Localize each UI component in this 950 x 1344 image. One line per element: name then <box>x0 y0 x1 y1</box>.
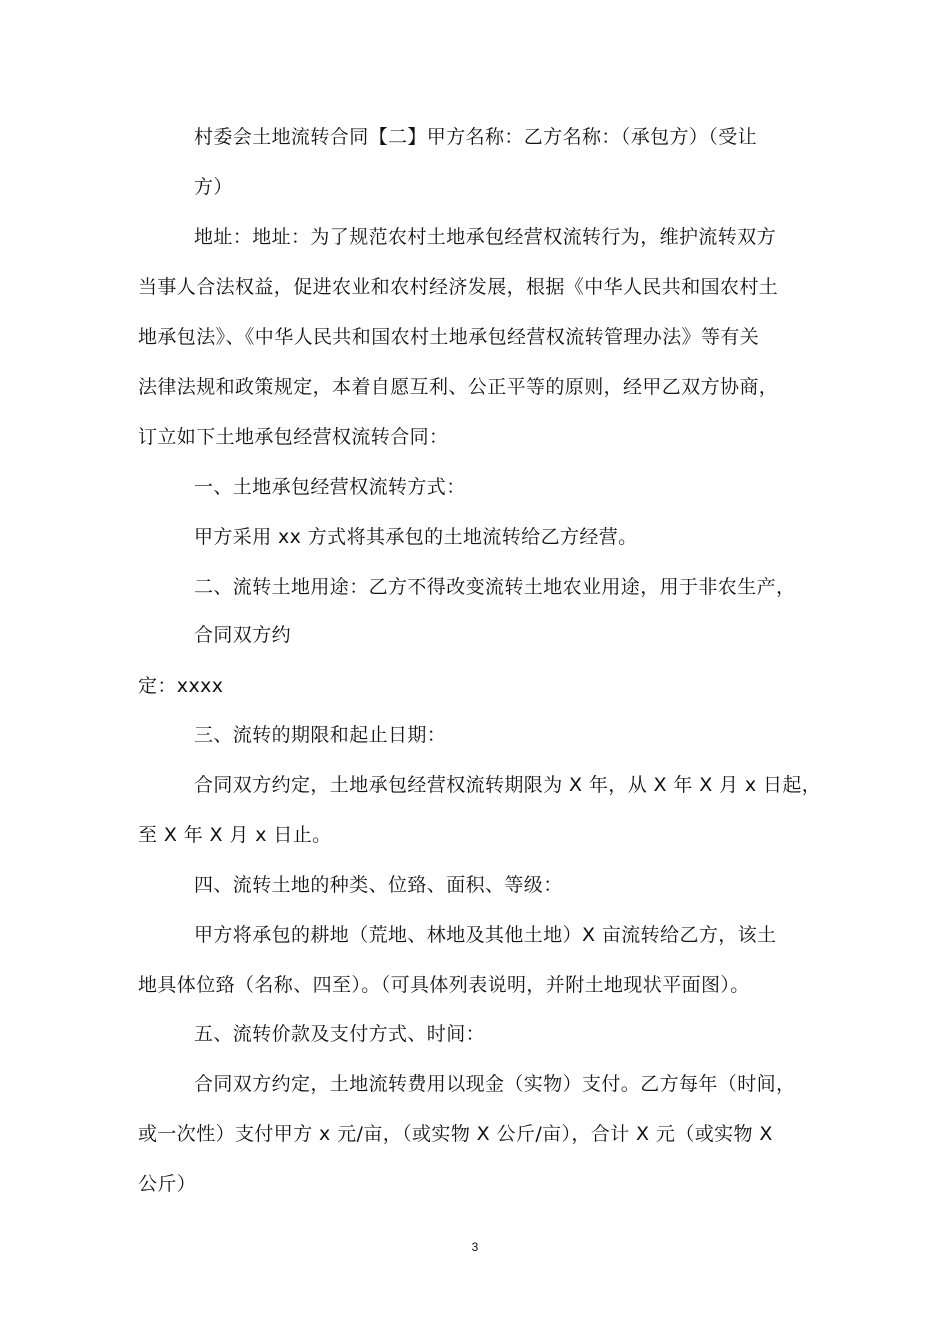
text-line: 地承包法》、《中华人民共和国农村土地承包经营权流转管理办法》等有关 <box>138 326 760 348</box>
text-line: 地址：地址：为了规范农村土地承包经营权流转行为，维护流转双方 <box>194 226 777 248</box>
section-heading: 三、流转的期限和起止日期： <box>194 724 447 746</box>
page-number: 3 <box>471 1240 479 1254</box>
text-line: 法律法规和政策规定，本着自愿互利、公正平等的原则，经甲乙双方协商， <box>138 376 779 398</box>
section-heading: 四、流转土地的种类、位臵、面积、等级： <box>194 874 563 896</box>
text-line: 甲方采用 xx 方式将其承包的土地流转给乙方经营。 <box>194 526 638 548</box>
section-heading: 五、流转价款及支付方式、时间： <box>194 1023 486 1045</box>
text-line: 当事人合法权益，促进农业和农村经济发展，根据《中华人民共和国农村土 <box>138 276 779 298</box>
text-line: 公斤） <box>138 1173 197 1195</box>
text-line: 村委会土地流转合同【二】甲方名称：乙方名称：（承包方）（受让 <box>194 126 758 148</box>
text-line: 合同双方约 <box>194 624 292 646</box>
section-heading: 一、土地承包经营权流转方式： <box>194 476 466 498</box>
text-line: 方） <box>194 176 233 198</box>
section-heading: 二、流转土地用途：乙方不得改变流转土地农业用途，用于非农生产， <box>194 576 796 598</box>
text-line: 定：xxxx <box>138 675 224 697</box>
text-line: 合同双方约定，土地承包经营权流转期限为 X 年，从 X 年 X 月 x 日起， <box>194 774 822 796</box>
text-line: 或一次性）支付甲方 x 元/亩，（或实物 X 公斤/亩），合计 X 元（或实物 X <box>138 1123 773 1145</box>
text-line: 地具体位臵（名称、四至）。（可具体列表说明，并附土地现状平面图）。 <box>138 974 750 996</box>
text-line: 合同双方约定，土地流转费用以现金（实物）支付。乙方每年（时间， <box>194 1073 796 1095</box>
text-line: 订立如下土地承包经营权流转合同： <box>138 426 449 448</box>
text-line: 至 X 年 X 月 x 日止。 <box>138 824 332 846</box>
text-line: 甲方将承包的耕地（荒地、林地及其他土地）X 亩流转给乙方，该土 <box>194 924 777 946</box>
